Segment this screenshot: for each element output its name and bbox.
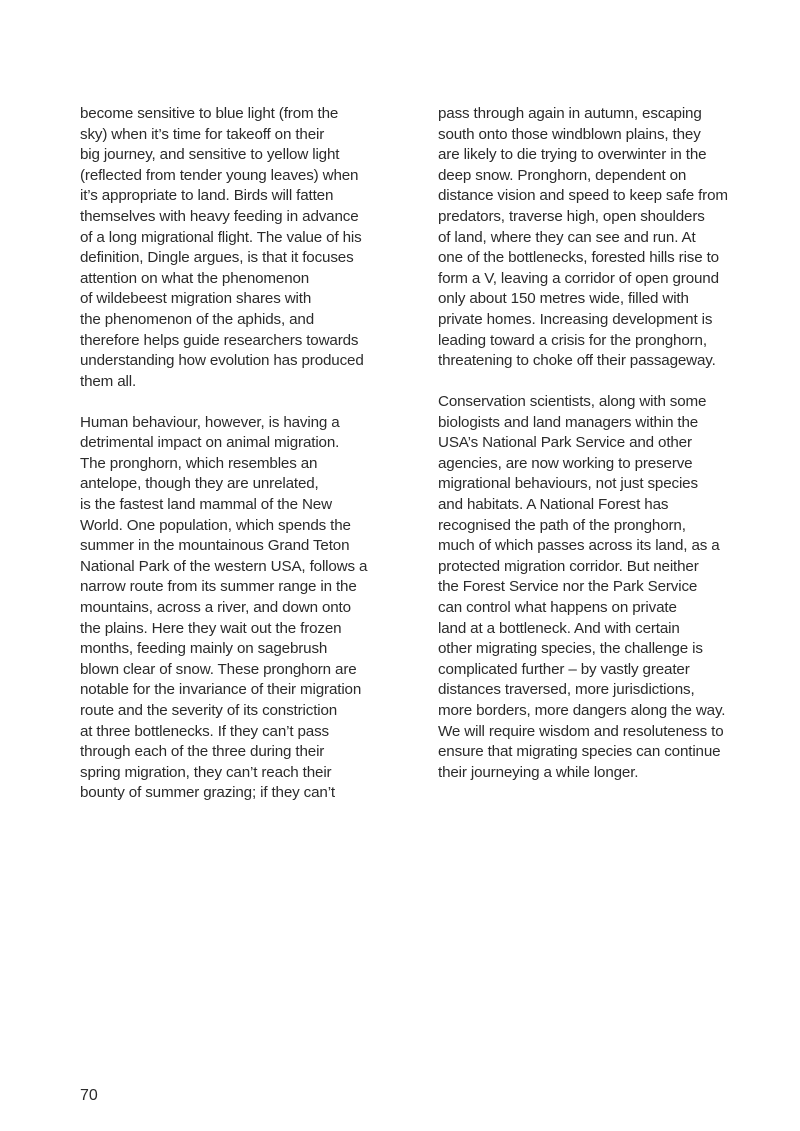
text-line: therefore helps guide researchers towards: [80, 331, 359, 349]
text-line: land at a bottleneck. And with certain: [438, 619, 680, 637]
text-line: predators, traverse high, open shoulders: [438, 207, 705, 225]
text-line: (reflected from tender young leaves) when: [80, 166, 359, 184]
text-line: much of which passes across its land, as a: [438, 537, 720, 555]
text-line: only about 150 metres wide, filled with: [438, 290, 689, 308]
text-line: their journeying a while longer.: [438, 763, 639, 781]
text-line: it’s appropriate to land. Birds will fatten: [80, 187, 334, 205]
body-paragraph: [438, 392, 768, 783]
text-line: private homes. Increasing development is: [438, 310, 713, 328]
text-line: at three bottlenecks. If they can’t pass: [80, 722, 329, 740]
text-line: threatening to choke off their passageway.: [438, 352, 716, 370]
text-line: south onto those windblown plains, they: [438, 125, 701, 143]
left-text-column: [80, 104, 410, 804]
text-line: deep snow. Pronghorn, dependent on: [438, 166, 687, 184]
text-line: agencies, are now working to preserve: [438, 454, 693, 472]
text-line: World. One population, which spends the: [80, 516, 351, 534]
text-line: blown clear of snow. These pronghorn are: [80, 660, 357, 678]
text-line: National Park of the western USA, follows a: [80, 557, 368, 575]
text-line: Human behaviour, however, is having a: [80, 413, 340, 431]
text-line: migrational behaviours, not just species: [438, 475, 698, 493]
text-line: big journey, and sensitive to yellow light: [80, 146, 340, 164]
text-line: Conservation scientists, along with some: [438, 393, 707, 411]
text-line: protected migration corridor. But neither: [438, 557, 699, 575]
text-line: the Forest Service nor the Park Service: [438, 578, 698, 596]
text-line: other migrating species, the challenge is: [438, 640, 703, 658]
text-line: definition, Dingle argues, is that it focuses: [80, 249, 354, 267]
text-line: spring migration, they can’t reach their: [80, 763, 332, 781]
text-line: of land, where they can see and run. At: [438, 228, 696, 246]
body-paragraph: [438, 104, 768, 372]
text-line: understanding how evolution has produced: [80, 352, 364, 370]
text-line: themselves with heavy feeding in advance: [80, 207, 359, 225]
text-line: them all.: [80, 372, 137, 390]
text-line: and habitats. A National Forest has: [438, 496, 669, 514]
text-line: distance vision and speed to keep safe from: [438, 187, 728, 205]
text-line: months, feeding mainly on sagebrush: [80, 640, 328, 658]
text-line: complicated further – by vastly greater: [438, 660, 690, 678]
text-line: are likely to die trying to overwinter in the: [438, 146, 707, 164]
page-number: 70: [80, 1087, 98, 1104]
text-line: notable for the invariance of their migration: [80, 681, 362, 699]
text-line: pass through again in autumn, escaping: [438, 105, 702, 122]
text-line: one of the bottlenecks, forested hills rise to: [438, 249, 719, 267]
text-line: of wildebeest migration shares with: [80, 290, 312, 308]
text-line: ensure that migrating species can continue: [438, 743, 721, 761]
text-line: biologists and land managers within the: [438, 413, 699, 431]
text-line: antelope, though they are unrelated,: [80, 475, 319, 493]
text-line: the plains. Here they wait out the frozen: [80, 619, 342, 637]
text-line: leading toward a crisis for the pronghorn,: [438, 331, 707, 349]
text-line: distances traversed, more jurisdictions,: [438, 681, 695, 699]
text-line: mountains, across a river, and down onto: [80, 599, 351, 617]
text-line: route and the severity of its constriction: [80, 702, 338, 720]
text-line: USA’s National Park Service and other: [438, 434, 692, 452]
text-line: attention on what the phenomenon: [80, 269, 310, 287]
text-line: sky) when it’s time for takeoff on their: [80, 125, 325, 143]
text-line: narrow route from its summer range in the: [80, 578, 357, 596]
text-line: detrimental impact on animal migration.: [80, 434, 340, 452]
body-paragraph: [80, 104, 410, 392]
text-line: more borders, more dangers along the way.: [438, 702, 726, 720]
text-line: become sensitive to blue light (from the: [80, 105, 339, 122]
body-paragraph: [80, 413, 410, 804]
text-line: form a V, leaving a corridor of open ground: [438, 269, 719, 287]
text-line: is the fastest land mammal of the New: [80, 496, 332, 514]
text-line: the phenomenon of the aphids, and: [80, 310, 315, 328]
text-line: bounty of summer grazing; if they can’t: [80, 784, 335, 802]
text-line: The pronghorn, which resembles an: [80, 454, 318, 472]
text-line: We will require wisdom and resoluteness to: [438, 722, 724, 740]
text-line: recognised the path of the pronghorn,: [438, 516, 686, 534]
text-line: of a long migrational flight. The value of his: [80, 228, 362, 246]
text-line: can control what happens on private: [438, 599, 677, 617]
right-text-column: [438, 104, 768, 783]
text-line: through each of the three during their: [80, 743, 325, 761]
text-line: summer in the mountainous Grand Teton: [80, 537, 350, 555]
